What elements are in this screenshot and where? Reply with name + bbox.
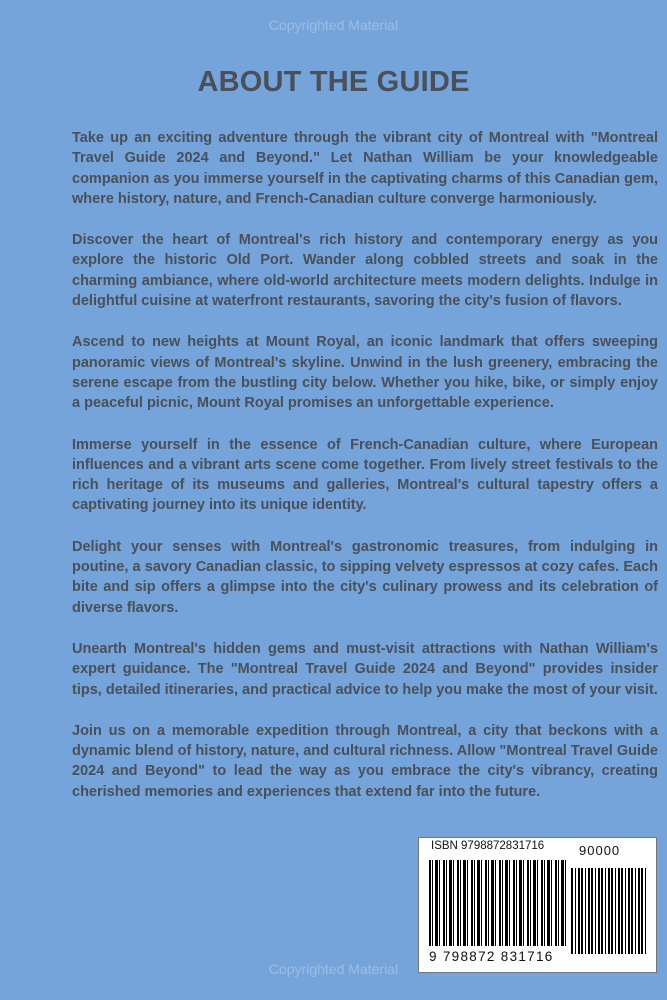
page-title: ABOUT THE GUIDE [197, 66, 470, 98]
paragraph-4: Immerse yourself in the essence of French-Canadian culture, where European influences and a vibrant arts scene come together. From lively street festivals to the rich heritage of its museums and galleries, Montreal's cultural tapestry offers a captivating journey into its unique identity. [72, 436, 658, 514]
description-body [72, 128, 658, 823]
paragraph-6: Unearth Montreal's hidden gems and must-visit attractions with Nathan William's expert guidance. The "Montreal Travel Guide 2024 and Beyond" provides insider tips, detailed itineraries, and practical advice to help you make the most of your visit. [72, 640, 658, 698]
paragraph-1: Take up an exciting adventure through the vibrant city of Montreal with "Montreal Travel Guide 2024 and Beyond." Let Nathan William be your knowledgeable companion as you immerse yourself in the captivating charms of this Canadian gem, where history, nature, and French-Canadian culture converge harmoniously. [72, 130, 658, 207]
barcode-addon-bars [571, 868, 646, 954]
isbn-label: ISBN 9798872831716 [431, 840, 545, 852]
barcode-addon-number: 90000 [579, 843, 621, 858]
copyright-watermark-bottom: Copyrighted Material [268, 961, 399, 977]
isbn-barcode [418, 837, 657, 973]
paragraph-5: Delight your senses with Montreal's gastronomic treasures, from indulging in poutine, a savory Canadian classic, to sipping velvety espressos at cozy cafes. Each bite and sip offers a glimpse into the city's culinary prowess and its celebration of diverse flavors. [72, 538, 658, 616]
paragraph-2: Discover the heart of Montreal's rich history and contemporary energy as you explore the historic Old Port. Wander along cobbled streets and soak in the charming ambiance, where old-world architecture meets modern delights. Indulge in delightful cuisine at waterfront restaurants, savoring the city's fusion of flavors. [72, 232, 658, 310]
barcode-main-bars [429, 860, 566, 946]
paragraph-3: Ascend to new heights at Mount Royal, an iconic landmark that offers sweeping panoramic views of Montreal's skyline. Unwind in the lush greenery, embracing the serene escape from the bustling city below. Whether you hike, bike, or simply enjoy a peaceful picnic, Mount Royal promises an unforgettable experience. [72, 334, 658, 412]
barcode-digits: 9 798872 831716 [429, 949, 569, 964]
paragraph-7: Join us on a memorable expedition through Montreal, a city that beckons with a dynamic blend of history, nature, and cultural richness. Allow "Montreal Travel Guide 2024 and Beyond" to lead the way as you embrace the city's vibrancy, creating cherished memories and experiences that extend far into the future. [72, 722, 658, 800]
copyright-watermark-top: Copyrighted Material [268, 17, 399, 33]
